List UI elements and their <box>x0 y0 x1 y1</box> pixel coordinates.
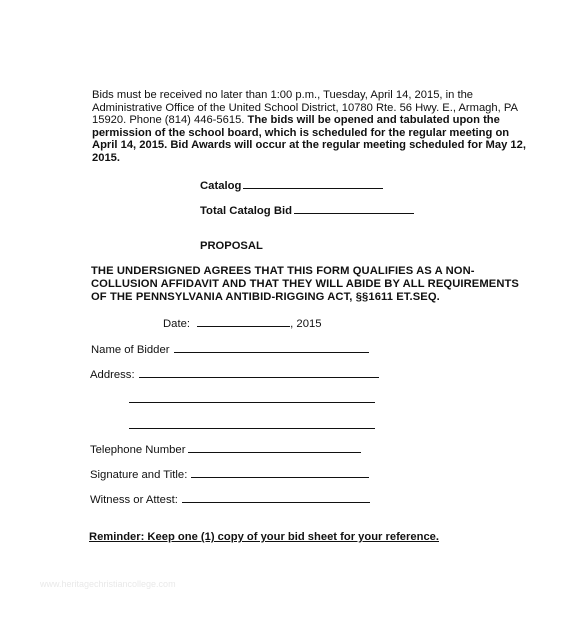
name-of-bidder-field <box>91 342 369 356</box>
instruction-line: April 14, 2015. Bid Awards will occur at the regular meeting scheduled for May 12, <box>92 139 526 152</box>
non-collusion-affidavit <box>91 265 531 305</box>
reminder-note: Reminder: Keep one (1) copy of your bid sheet for your reference. <box>89 531 439 543</box>
telephone-input-line[interactable] <box>188 442 361 453</box>
instruction-phone: 15920. Phone (814) 446-5615. <box>92 114 248 127</box>
instruction-bold-text: The bids will be opened and tabulated upon the <box>247 114 500 127</box>
total-catalog-bid-input-line[interactable] <box>294 203 414 214</box>
name-of-bidder-label: Name of Bidder <box>91 344 170 356</box>
affidavit-line: OF THE PENNSYLVANIA ANTIBID-RIGGING ACT, §§1611 ET.SEQ. <box>91 291 440 304</box>
address-label: Address: <box>90 369 135 381</box>
date-label: Date: <box>163 318 191 330</box>
signature-title-label: Signature and Title: <box>90 469 188 481</box>
catalog-label: Catalog <box>200 180 242 192</box>
instruction-line: permission of the school board, which is scheduled for the regular meeting on <box>92 126 510 139</box>
affidavit-line: THE UNDERSIGNED AGREES THAT THIS FORM QUALIFIES AS A NON- <box>91 265 475 277</box>
instruction-line <box>92 114 522 127</box>
witness-attest-label: Witness or Attest: <box>90 494 178 506</box>
address-input-line-1[interactable] <box>139 367 379 378</box>
witness-attest-field <box>90 492 370 506</box>
proposal-heading: PROPOSAL <box>200 240 263 252</box>
affidavit-line: COLLUSION AFFIDAVIT AND THAT THEY WILL ABIDE BY ALL REQUIREMENTS <box>91 278 519 291</box>
name-of-bidder-input-line[interactable] <box>174 342 369 353</box>
signature-title-input-line[interactable] <box>191 467 369 478</box>
date-input-line[interactable] <box>197 316 290 327</box>
instruction-line: 2015. <box>92 151 120 164</box>
address-input-line-2[interactable] <box>129 402 375 403</box>
witness-attest-input-line[interactable] <box>182 492 370 503</box>
bid-instructions <box>92 89 526 165</box>
total-catalog-bid-label: Total Catalog Bid <box>200 205 293 217</box>
total-catalog-bid-field <box>200 203 414 217</box>
instruction-line: Bids must be received no later than 1:00 p.m., Tuesday, April 14, 2015, in the <box>92 89 474 101</box>
date-field <box>163 316 322 330</box>
catalog-field <box>200 178 383 192</box>
address-field <box>90 367 379 381</box>
telephone-field <box>90 442 361 456</box>
telephone-label: Telephone Number <box>90 444 186 456</box>
signature-title-field <box>90 467 369 481</box>
instruction-line: Administrative Office of the United School District, 10780 Rte. 56 Hwy. E., Armagh, PA <box>92 101 518 114</box>
catalog-input-line[interactable] <box>243 178 383 189</box>
address-input-line-3[interactable] <box>129 428 375 429</box>
date-year: , 2015 <box>290 318 322 330</box>
watermark-text: www.heritagechristiancollege.com <box>40 579 176 589</box>
